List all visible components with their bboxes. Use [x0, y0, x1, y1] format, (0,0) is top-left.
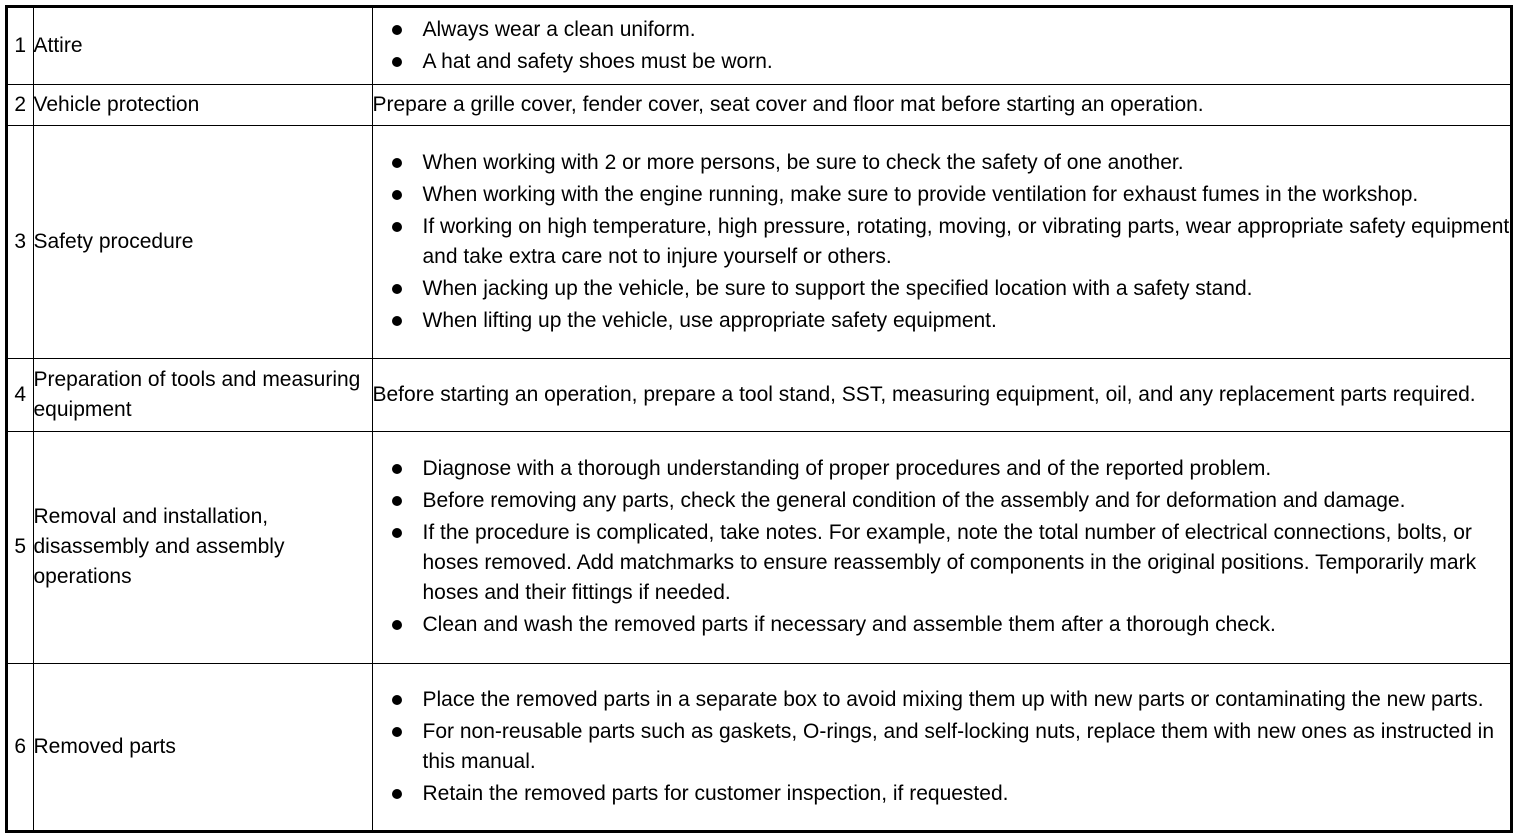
row-number: 3 [8, 125, 33, 358]
bullet-icon [392, 528, 402, 538]
row-item: Removal and installation, disassembly and assembly operations [33, 431, 372, 663]
bullet-text: Before removing any parts, check the general condition of the assembly and for deformation and damage. [422, 489, 1406, 512]
bullet-icon [392, 222, 402, 232]
bullet-item [373, 717, 1511, 777]
bullet-item [373, 779, 1511, 809]
table-row [8, 8, 1510, 84]
bullet-text: Clean and wash the removed parts if necessary and assemble them after a thorough check. [422, 613, 1276, 636]
bullet-text: When working with 2 or more persons, be sure to check the safety of one another. [422, 150, 1184, 174]
bullet-icon [392, 496, 402, 506]
bullet-icon [392, 620, 402, 630]
bullet-icon [392, 25, 402, 35]
bullet-icon [392, 284, 402, 294]
row-number: 2 [8, 84, 33, 125]
detail-text: Before starting an operation, prepare a tool stand, SST, measuring equipment, oil, and any replacement parts required. [372, 382, 1476, 406]
precautions-table [8, 8, 1510, 830]
bullet-text: For non-reusable parts such as gaskets, O-rings, and self-locking nuts, replace them with new ones as instructed in this manual. [422, 719, 1495, 773]
bullet-text: When working with the engine running, make sure to provide ventilation for exhaust fumes in the workshop. [422, 182, 1419, 206]
bullet-item [373, 486, 1511, 516]
table-row [8, 358, 1510, 431]
row-detail [372, 358, 1510, 431]
table-row [8, 431, 1510, 663]
bullet-item [373, 15, 1511, 45]
bullet-item [373, 306, 1511, 336]
table-row [8, 663, 1510, 830]
table-row [8, 84, 1510, 125]
bullet-icon [392, 190, 402, 200]
detail-text: Prepare a grille cover, fender cover, seat cover and floor mat before starting an operation. [372, 92, 1204, 116]
bullet-icon [392, 789, 402, 799]
bullet-icon [392, 695, 402, 705]
row-detail [372, 8, 1510, 84]
row-number: 5 [8, 431, 33, 663]
row-detail [372, 431, 1510, 663]
bullet-text: Always wear a clean uniform. [422, 17, 696, 41]
bullet-text: Diagnose with a thorough understanding of proper procedures and of the reported problem. [422, 457, 1272, 480]
bullet-icon [392, 464, 402, 474]
row-item: Preparation of tools and measuring equipment [33, 358, 372, 431]
row-item: Safety procedure [33, 125, 372, 358]
bullet-item [373, 685, 1511, 715]
bullet-icon [392, 57, 402, 67]
guide-table-frame [5, 5, 1513, 833]
bullet-list [373, 15, 1511, 77]
row-detail [372, 125, 1510, 358]
bullet-list [373, 685, 1511, 809]
row-number: 6 [8, 663, 33, 830]
row-item: Removed parts [33, 663, 372, 830]
row-detail [372, 663, 1510, 830]
bullet-text: If the procedure is complicated, take notes. For example, note the total number of electrical connections, bolts, or hoses removed. Add matchmarks to ensure reassembly of components in the original positions. Temporarily mark hoses and their fittings if needed. [422, 521, 1477, 604]
bullet-item [373, 454, 1511, 484]
bullet-item [373, 148, 1511, 178]
bullet-icon [392, 158, 402, 168]
bullet-list [373, 148, 1511, 336]
row-number: 4 [8, 358, 33, 431]
bullet-list [373, 454, 1511, 640]
row-item: Attire [33, 8, 372, 84]
bullet-text: If working on high temperature, high pressure, rotating, moving, or vibrating parts, wear appropriate safety equipment and take extra care not to injure yourself or others. [422, 214, 1510, 268]
bullet-item [373, 212, 1511, 272]
bullet-icon [392, 316, 402, 326]
bullet-text: Place the removed parts in a separate box to avoid mixing them up with new parts or contaminating the new parts. [422, 687, 1484, 711]
bullet-item [373, 180, 1511, 210]
bullet-text: When jacking up the vehicle, be sure to support the specified location with a safety stand. [422, 276, 1253, 300]
table-row [8, 125, 1510, 358]
bullet-item [373, 518, 1511, 608]
row-detail [372, 84, 1510, 125]
row-item: Vehicle protection [33, 84, 372, 125]
bullet-item [373, 47, 1511, 77]
bullet-text: When lifting up the vehicle, use appropriate safety equipment. [422, 308, 997, 332]
row-number: 1 [8, 8, 33, 84]
bullet-text: A hat and safety shoes must be worn. [422, 49, 773, 73]
bullet-item [373, 274, 1511, 304]
bullet-text: Retain the removed parts for customer inspection, if requested. [422, 781, 1009, 805]
bullet-item [373, 610, 1511, 640]
bullet-icon [392, 727, 402, 737]
